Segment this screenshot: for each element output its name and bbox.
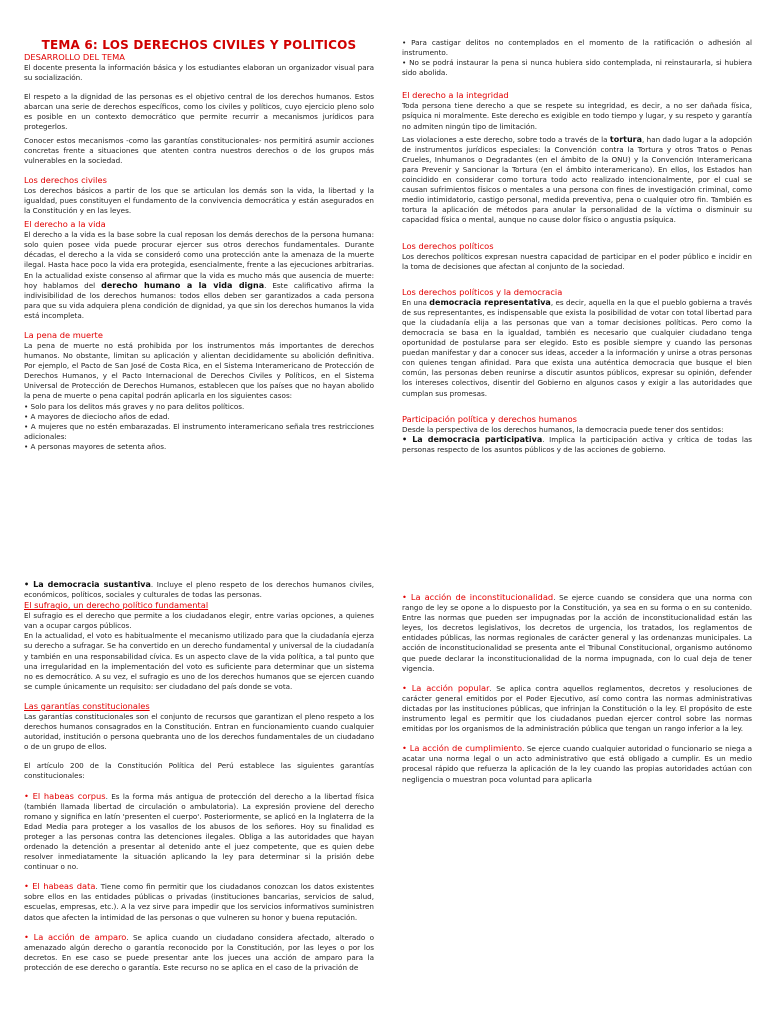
bullet-accion-inconstitucionalidad: • La acción de inconstitucionalidad. Se ejerce cuando se considera que una norma con rango de ley se opone a lo dispuesto por la Constitución, ya sea en su forma o en su contenido. Entre las normas que pueden ser impugnadas por la acción de inconstitucionalidad están las leyes, los decretos legislativos, los decretos de urgencia, los tratados, los reglamentos de entidades públicas, las normas regionales de carácter general y las ordenanzas municipales. La acción de inconstitucionalidad se presenta ante el Tribunal Constitucional, organismo autónomo que puede declarar la inconstitucionalidad de la norma impugnada, con lo cual deja de tener vigencia. [402,592,753,673]
paragraph-participacion: Desde la perspectiva de los derechos humanos, la democracia puede tener dos sentidos: [402,424,724,434]
paragraph-democracia: En una democracia representativa, es decir, aquella en la que el pueblo gobierna a través de sus representantes, es indispensable que exista la posibilidad de votar con total libertad para que la ciudadanía elija a las personas que van a tomar decisiones políticas. Pero como la democracia se basa en la igualdad, también es necesario que cualquier ciudadano tenga oportunidad de postularse para ser elegido. Esto es posible siempre y cuando las personas puedan manifestar y dar a conocer sus ideas, acceder a la información y unirse a otras personas con quienes tengan afinidad. Para que exista una auténtica democracia que busque el bien común, las personas deben reunirse a discutir asuntos públicos, expresar su opinión, defender los intereses colectivos, disentir del Gobierno en algunos casos y exigir a las autoridades que cumplan sus promesas. [402,297,752,398]
heading-garantias: Las garantías constitucionales [24,700,150,711]
heading-desarrollo: DESARROLLO DEL TEMA [24,52,125,62]
paragraph-derecho-vida: El derecho a la vida es la base sobre la cual reposan los demás derechos de la persona humana: solo quien posee vida puede procurar ejercer sus otros derechos fundamentales. Durante décadas, el derecho a la vida se consideró como una protección ante la amenaza de la muerte ilegal. Hasta hace poco la vida era protegida, esencialmente, frente a las ejecuciones arbitrarias. En la actualidad existe consenso al afirmar que la vida es mucho más que ausencia de muerte: hoy hablamos del derecho humano a la vida digna. Este calificativo afirma la indivisibilidad de los derechos humanos: todos ellos deben ser garantizados a cada persona para que su vida adquiera plena condición de dignidad, ya que sin los derechos humanos la vida está incompleta. [24,230,375,320]
paragraph-derechos-civiles: Los derechos básicos a partir de los que se articulan los demás son la vida, la libertad y la igualdad, pues constituyen el fundamento de la convivencia democrática y están asegurados en la Constitución y en las leyes. [24,185,374,216]
heading-pena-muerte: La pena de muerte [24,329,103,340]
bullet-democracia-participativa: • La democracia participativa. Implica la participación activa y crítica de todas las personas respecto de los asuntos públicos y de las acciones de gobierno. [402,434,752,454]
paragraph-articulo-200: El artículo 200 de la Constitución Política del Perú establece las siguientes garantías constitucionales: [24,761,374,781]
paragraph-sufragio-2: En la actualidad, el voto es habitualmente el mecanismo utilizado para que la ciudadanía ejerza su derecho a sufragar. Se ha convertido en un derecho fundamental y universal de la ciudadanía y también en una responsabilidad cívica. Es un aspecto clave de la vida política, a tal punto que una irregularidad en la implementación del voto es suficiente para determinar que un sistema no es democrático. A su vez, el sufragio es uno de los derechos humanos que se ejercen cuando se cumple únicamente un requisito: ser ciudadano del país donde se vota. [24,631,374,691]
bold-vida-digna: derecho humano a la vida digna [101,280,265,290]
bullet-accion-cumplimiento: • La acción de cumplimiento. Se ejerce cuando cualquier autoridad o funcionario se niega a acatar una norma legal o un acto administrativo que está obligado a cumplir. Es un medio procesal rápido que refuerza la aplicación de la ley cuando las propias autoridades actúan con negligencia o muestran poca voluntad para aplicarla [402,743,752,784]
paragraph-intro-1: El respeto a la dignidad de las personas es el objetivo central de los derechos humanos. Estos abarcan una serie de derechos específicos, como los civiles y políticos, cuyo ejercicio pleno solo es posible en un contexto democrático que permite recurrir a mecanismos jurídicos para protegerlos. [24,92,374,132]
bullet-habeas-data: • El habeas data. Tiene como fin permitir que los ciudadanos conozcan los datos existentes sobre ellos en las entidades públicas o privadas (instituciones bancarias, servicios de salud, escuelas, empresas, etc.). A la vez sirve para impedir que los servicios informativos suministren datos que afecten la intimidad de las personas o que vulneren su honor y buena reputación. [24,881,374,922]
paragraph-garantias: Las garantías constitucionales son el conjunto de recursos que garantizan el pleno respeto a los derechos humanos consagrados en la Constitución. Entran en funcionamiento cuando cualquier autoridad, institución o persona quebranta uno de los derechos fundamentales de un ciudadano o de un grupo de ellos. [24,711,374,752]
paragraph-intro-2: Conocer estos mecanismos -como las garantías constitucionales- nos permitirá asumir acciones concretas frente a situaciones que atenten contra nuestros derechos o de los grupos más vulnerables en la sociedad. [24,135,374,165]
document-title: TEMA 6: LOS DERECHOS CIVILES Y POLITICOS [41,38,357,52]
paragraph-integridad: Toda persona tiene derecho a que se respete su integridad, es decir, a no ser dañada física, psíquica ni moralmente. Este derecho es exigible en todo tiempo y lugar, y su respeto y garantía no admiten ningún tipo de limitación. [402,101,752,131]
column-top-left [24,38,374,452]
paragraph-sufragio-1: El sufragio es el derecho que permite a los ciudadanos elegir, entre varias opciones, a quienes van a ocupar cargos públicos. [24,611,374,631]
bullet-item: • A mujeres que no estén embarazadas. El instrumento interamericano señala tres restricciones adicionales: [24,421,374,441]
column-top-right [402,38,752,458]
bullet-item: • A mayores de dieciocho años de edad. [24,411,170,421]
paragraph-pena-muerte: La pena de muerte no está prohibida por los instrumentos más importantes de derechos humanos. No obstante, limitan su aplicación y alientan decididamente su abolición definitiva. Por ejemplo, el Pacto de San José de Costa Rica, en el Sistema Interamericano de Protección de Derechos Humanos, y el Pacto Internacional de Derechos Civiles y Políticos, en el Sistema Universal de Protección de Derechos Humanos, establecen que los países que no hayan abolido la pena de muerte o pena capital podrán aplicarla en los siguientes casos: [24,340,374,401]
bullet-accion-amparo: • La acción de amparo. Se aplica cuando un ciudadano considera afectado, alterado o amenazado algún derecho o garantía reconocido por la Constitución, por las leyes o por los decretos. En ese caso se puede presentar ante los jueces una acción de amparo para la protección de ese derecho o garantía. Este recurso no se aplica en el caso de la privación de [24,931,374,972]
bold-democracia-representativa: democracia representativa [429,297,551,307]
heading-integridad: El derecho a la integridad [402,90,509,101]
bullet-democracia-sustantiva: • La democracia sustantiva. Incluye el pleno respeto de los derechos humanos civiles, económicos, políticos, sociales y culturales de todas las personas. [24,580,375,600]
column-bottom-right [402,592,752,788]
bullet-item: • Solo para los delitos más graves y no para delitos políticos. [24,401,245,411]
bullet-accion-popular: • La acción popular. Se aplica contra aquellos reglamentos, decretos y resoluciones de carácter general emitidos por el Poder Ejecutivo, así como contra las normas administrativas dictadas por las instituciones públicas, que infrinjan la Constitución o la ley. El propósito de este instrumento legal es permitir que los ciudadanos puedan ejercer control sobre las normas emitidas por los organismos de la administración pública que tengan un rango inferior a la ley. [402,682,752,734]
bullet-item: • Para castigar delitos no contemplados en el momento de la ratificación o adhesión al instrumento. [402,38,752,58]
paragraph-tortura: Las violaciones a este derecho, sobre todo a través de la tortura, han dado lugar a la adopción de instrumentos jurídicos especiales: la Convención contra la Tortura y otros Tratos o Penas Crueles, Inhumanos o Degradantes (en el ámbito de la ONU) y la Convención Interamericana para Prevenir y Sancionar la Tortura (en el ámbito interamericano). En ellos, los Estados han coincidido en considerar como tortura todo acto realizado intencionalmente, por el cual se causan sufrimientos físicos o mentales a una persona con fines de investigación criminal, como medio intimidatorio, castigo personal, medida preventiva, pena o cualquier otro fin. También es tortura la aplicación de métodos para anular la personalidad de la víctima o disminuir su capacidad física o mental, aunque no cause dolor físico o angustia psíquica. [402,134,752,225]
heading-participacion: Participación política y derechos humanos [402,413,577,424]
paragraph-desarrollo: El docente presenta la información básica y los estudiantes elaboran un organizador visual para su socialización. [24,63,374,83]
bullet-item: • A personas mayores de setenta años. [24,441,167,451]
paragraph-derechos-politicos: Los derechos políticos expresan nuestra capacidad de participar en el poder público e incidir en la toma de decisiones que afectan al conjunto de la sociedad. [402,251,752,271]
heading-derechos-civiles: Los derechos civiles [24,174,107,185]
heading-derechos-politicos: Los derechos políticos [402,240,494,251]
column-bottom-left [24,580,374,976]
heading-sufragio: El sufragio, un derecho político fundamental [24,600,209,611]
bullet-habeas-corpus: • El habeas corpus. Es la forma más antigua de protección del derecho a la libertad física (también llamada libertad de circulación o ambulatoria). La expresión proviene del derecho romano y significa en latín 'presenten el cuerpo'. Posteriormente, se aplicó en la Inglaterra de la Edad Media para proteger a los vasallos de los abusos de los señores. Hoy su finalidad es proteger a las personas contra las detenciones ilegales. Obliga a las autoridades que hayan ordenado la detención a presentar al detenido ante el juez competente, que es quien debe resolver inmediatamente la situación aplicando la ley para determinar si la prisión debe continuar o no. [24,790,374,872]
heading-derecho-vida: El derecho a la vida [24,219,106,230]
heading-democracia: Los derechos políticos y la democracia [402,286,563,297]
bullet-item: • No se podrá instaurar la pena si nunca hubiera sido contemplada, ni reinstaurarla, si hubiera sido abolida. [402,58,752,78]
bold-tortura: tortura [609,134,643,144]
